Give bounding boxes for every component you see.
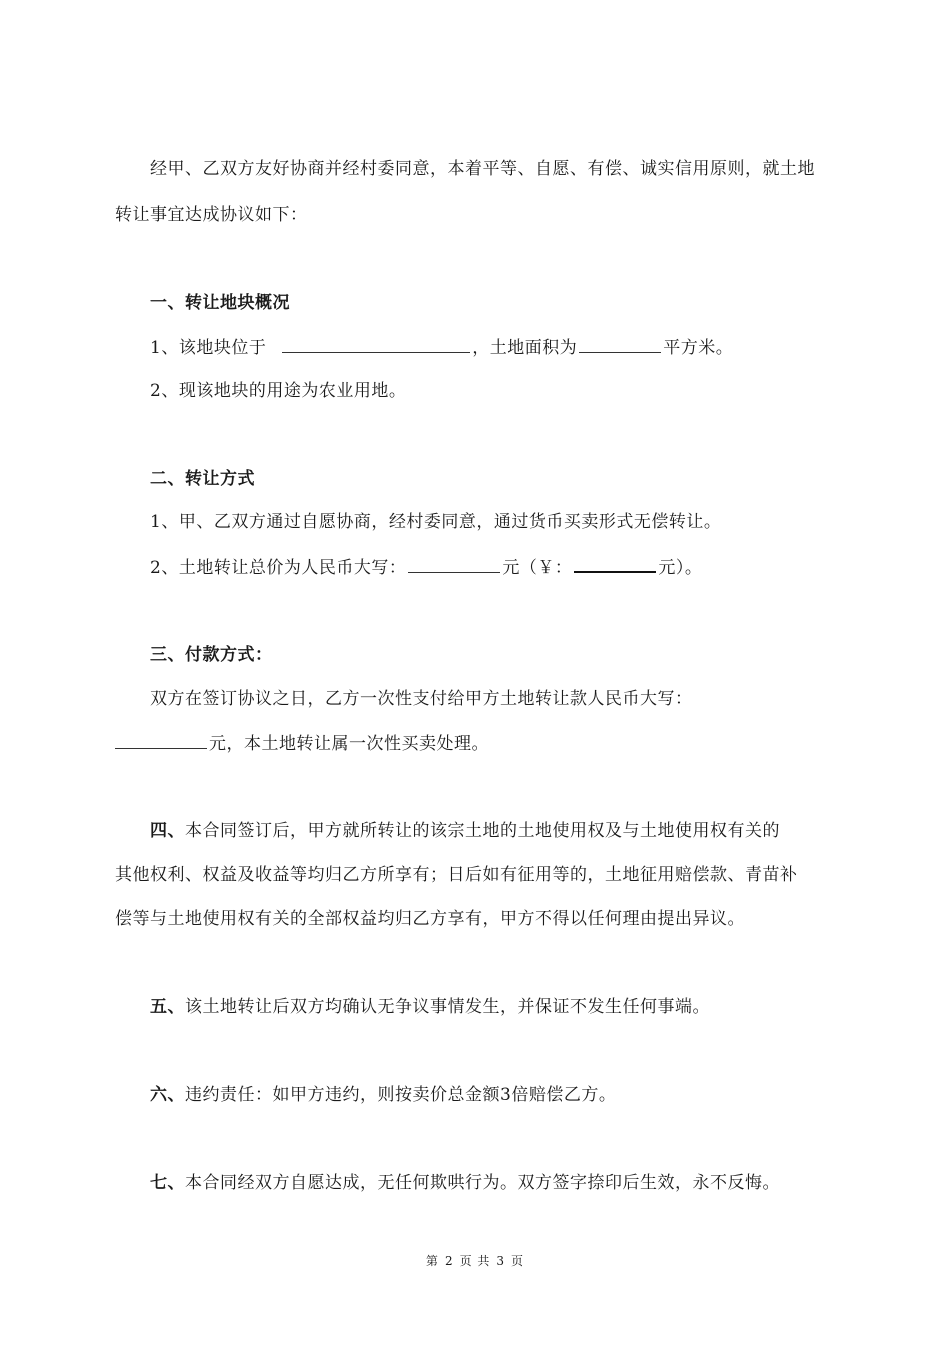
section-4-text-1: 本合同签订后，甲方就所转让的该宗土地的土地使用权及与土地使用权有关的 xyxy=(185,821,780,841)
section-7-label: 七、 xyxy=(150,1173,185,1193)
payment-amount-blank[interactable] xyxy=(115,731,207,749)
footer-total-pages: 3 xyxy=(496,1254,506,1268)
area-unit: 平方米。 xyxy=(663,338,734,358)
location-label: 1、该地块位于 xyxy=(150,338,267,358)
section-6 xyxy=(150,1083,616,1107)
location-blank[interactable] xyxy=(282,335,470,353)
footer-middle: 页 共 xyxy=(459,1254,491,1268)
price-number-blank[interactable] xyxy=(574,554,656,573)
section-4-line-2: 其他权利、权益及收益等均归乙方所享有；日后如有征用等的，土地征用赔偿款、青苗补 xyxy=(115,865,798,885)
footer-prefix: 第 xyxy=(425,1254,439,1268)
section-4-label: 四、 xyxy=(150,821,185,841)
section-4-line-3: 偿等与土地使用权有关的全部权益均归乙方享有，甲方不得以任何理由提出异议。 xyxy=(115,909,745,929)
footer-suffix: 页 xyxy=(511,1254,525,1268)
section-3-line-1: 双方在签订协议之日，乙方一次性支付给甲方土地转让款人民币大写： xyxy=(150,689,693,709)
section-6-label: 六、 xyxy=(150,1085,185,1105)
section-1-item-1 xyxy=(150,335,733,360)
area-label: ，土地面积为 xyxy=(472,338,578,358)
footer-page-number: 2 xyxy=(444,1254,454,1268)
section-7 xyxy=(150,1171,780,1195)
intro-line-1: 经甲、乙双方友好协商并经村委同意，本着平等、自愿、有偿、诚实信用原则，就土地 xyxy=(150,159,815,179)
section-5-label: 五、 xyxy=(150,997,185,1017)
section-7-text: 本合同经双方自愿达成，无任何欺哄行为。双方签字捺印后生效，永不反悔。 xyxy=(185,1173,780,1193)
area-blank[interactable] xyxy=(579,335,661,353)
section-2-heading: 二、转让方式 xyxy=(150,469,255,489)
section-1-item-2: 2、现该地块的用途为农业用地。 xyxy=(150,381,407,401)
total-price-label: 2、土地转让总价为人民币大写： xyxy=(150,558,407,578)
section-3-heading: 三、付款方式： xyxy=(150,645,273,665)
section-4-line-1 xyxy=(150,819,780,843)
section-5 xyxy=(150,995,710,1019)
intro-line-2: 转让事宜达成协议如下： xyxy=(115,205,308,225)
price-words-blank[interactable] xyxy=(408,555,500,573)
section-3-line-2 xyxy=(115,731,489,756)
price-yuan-label: 元（￥： xyxy=(502,558,573,578)
section-2-item-1: 1、甲、乙双方通过自愿协商，经村委同意，通过货币买卖形式无偿转让。 xyxy=(150,512,722,532)
section-2-item-2 xyxy=(150,554,702,580)
page-footer xyxy=(0,1253,950,1269)
section-5-text: 该土地转让后双方均确认无争议事情发生，并保证不发生任何事端。 xyxy=(185,997,710,1017)
payment-text: 元，本土地转让属一次性买卖处理。 xyxy=(209,734,489,754)
section-6-text: 违约责任：如甲方违约，则按卖价总金额3倍赔偿乙方。 xyxy=(185,1085,617,1105)
section-1-heading: 一、转让地块概况 xyxy=(150,293,290,313)
price-close: 元）。 xyxy=(658,558,703,578)
